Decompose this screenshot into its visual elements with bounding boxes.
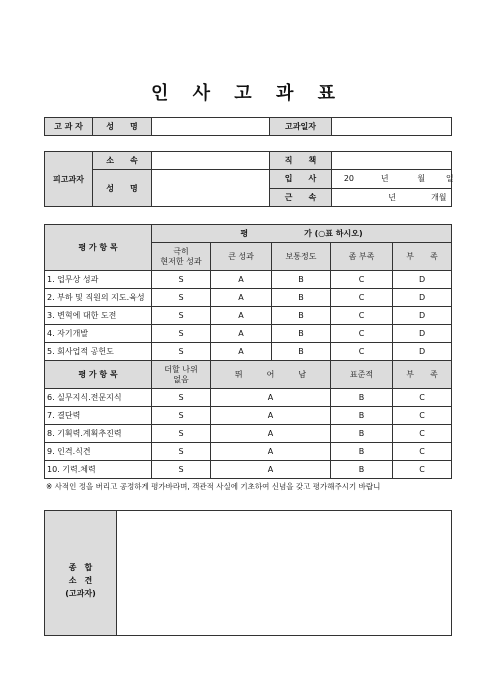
tenure-month-unit: 개월 — [431, 192, 447, 202]
grade-option[interactable]: B — [272, 343, 331, 361]
join-year-unit: 년 — [380, 174, 389, 184]
table-row — [45, 443, 452, 461]
eval-item-label: 9. 인격.식견 — [45, 443, 152, 461]
summary-table — [44, 510, 452, 636]
grade-option[interactable]: B — [331, 389, 393, 407]
instruction-note: ※ 사적인 정을 버리고 공정하게 평가바라며, 객관적 사실에 기초하여 신념을 갖고 평가해주시기 바랍니 — [46, 482, 381, 491]
grade-option[interactable]: D — [393, 307, 452, 325]
join-day-unit: 일 — [445, 174, 454, 184]
eval2-col-header: 부 족 — [393, 361, 452, 389]
eval2-col-header: 표준적 — [331, 361, 393, 389]
eval1-col-header: 좀 부족 — [331, 243, 393, 271]
grade-option[interactable]: B — [331, 425, 393, 443]
grade-option[interactable]: A — [211, 461, 331, 479]
table-row — [45, 389, 452, 407]
grade-option[interactable]: S — [152, 325, 211, 343]
eval-item-label: 5. 회사업적 공헌도 — [45, 343, 152, 361]
evaluation-date-label: 고과일자 — [270, 118, 332, 136]
eval-item-label: 10. 기력.체력 — [45, 461, 152, 479]
table-row — [45, 325, 452, 343]
grade-option[interactable]: A — [211, 271, 272, 289]
eval-item-label: 8. 기획력.계획추진력 — [45, 425, 152, 443]
grade-option[interactable]: C — [393, 425, 452, 443]
grade-option[interactable]: S — [152, 443, 211, 461]
eval-item-label: 4. 자기개발 — [45, 325, 152, 343]
grade-option[interactable]: C — [393, 389, 452, 407]
evaluatee-name-field[interactable] — [152, 170, 270, 207]
eval2-col-header: 뛰 어 남 — [211, 361, 331, 389]
grade-option[interactable]: A — [211, 443, 331, 461]
eval1-col-header: 부 족 — [393, 243, 452, 271]
grade-option[interactable]: S — [152, 407, 211, 425]
tenure-year-unit: 년 — [388, 192, 396, 202]
eval1-item-header: 평 가 항 목 — [45, 225, 152, 271]
grade-option[interactable]: D — [393, 271, 452, 289]
eval-item-label: 1. 업무상 성과 — [45, 271, 152, 289]
evaluator-table — [44, 117, 452, 136]
grade-option[interactable]: S — [152, 307, 211, 325]
summary-label — [45, 511, 117, 636]
grade-option[interactable]: S — [152, 289, 211, 307]
grade-option[interactable]: A — [211, 289, 272, 307]
grade-option[interactable]: C — [393, 407, 452, 425]
grade-option[interactable]: D — [393, 343, 452, 361]
evaluation-table — [44, 224, 452, 479]
grade-option[interactable]: S — [152, 271, 211, 289]
evaluator-name-field[interactable] — [152, 118, 270, 136]
table-row — [45, 289, 452, 307]
department-field[interactable] — [152, 152, 270, 170]
table-row — [45, 343, 452, 361]
eval2-item-header: 평 가 항 목 — [45, 361, 152, 389]
grade-option[interactable]: D — [393, 289, 452, 307]
grade-option[interactable]: A — [211, 389, 331, 407]
grade-option[interactable]: C — [393, 443, 452, 461]
grade-option[interactable]: C — [393, 461, 452, 479]
eval-item-label: 2. 부하 및 직원의 지도.육성 — [45, 289, 152, 307]
summary-label-line3: (고과자) — [65, 588, 96, 598]
tenure-label: 근 속 — [270, 188, 332, 207]
department-label: 소 속 — [93, 152, 152, 170]
grade-option[interactable]: C — [331, 271, 393, 289]
eval1-col-header: 큰 성과 — [211, 243, 272, 271]
eval-item-label: 7. 결단력 — [45, 407, 152, 425]
grade-option[interactable]: A — [211, 325, 272, 343]
grade-option[interactable]: C — [331, 343, 393, 361]
table-row — [45, 425, 452, 443]
eval-item-label: 3. 변혁에 대한 도전 — [45, 307, 152, 325]
grade-option[interactable]: B — [272, 289, 331, 307]
grade-option[interactable]: B — [272, 325, 331, 343]
grade-option[interactable]: A — [211, 425, 331, 443]
summary-content-field[interactable] — [117, 511, 452, 636]
table-row — [45, 307, 452, 325]
summary-label-line1: 종 합 — [68, 562, 93, 572]
evaluatee-table — [44, 151, 452, 207]
grade-option[interactable]: D — [393, 325, 452, 343]
grade-option[interactable]: C — [331, 307, 393, 325]
grade-option[interactable]: B — [331, 407, 393, 425]
grade-option[interactable]: S — [152, 343, 211, 361]
eval2-col-header: 더할 나위 없음 — [152, 361, 211, 389]
grade-option[interactable]: S — [152, 461, 211, 479]
evaluatee-section-label: 피고과자 — [45, 152, 93, 207]
evaluation-date-field[interactable] — [332, 118, 452, 136]
evaluator-label: 고 과 자 — [45, 118, 93, 136]
table-row — [45, 461, 452, 479]
grade-option[interactable]: C — [331, 325, 393, 343]
eval1-col-header: 극히 현저한 성과 — [152, 243, 211, 271]
grade-option[interactable]: B — [272, 271, 331, 289]
grade-option[interactable]: C — [331, 289, 393, 307]
position-field[interactable] — [332, 152, 452, 170]
position-label: 직 책 — [270, 152, 332, 170]
grade-option[interactable]: S — [152, 425, 211, 443]
tenure-field[interactable] — [332, 188, 452, 207]
grade-option[interactable]: B — [272, 307, 331, 325]
grade-option[interactable]: A — [211, 407, 331, 425]
join-month-unit: 월 — [417, 174, 426, 184]
evaluator-name-label: 성 명 — [93, 118, 152, 136]
eval1-grade-header: 평 가 (○표 하시오) — [152, 225, 452, 243]
grade-option[interactable]: B — [331, 443, 393, 461]
join-year-prefix: 20 — [343, 174, 354, 184]
grade-option[interactable]: A — [211, 343, 272, 361]
table-row — [45, 271, 452, 289]
eval1-col-header: 보통정도 — [272, 243, 331, 271]
grade-option[interactable]: A — [211, 307, 272, 325]
table-row — [45, 407, 452, 425]
join-date-field[interactable] — [332, 170, 452, 189]
page-title: 인 사 고 과 표 — [150, 83, 344, 104]
grade-option[interactable]: S — [152, 389, 211, 407]
grade-option[interactable]: B — [331, 461, 393, 479]
evaluatee-name-label: 성 명 — [93, 170, 152, 207]
join-date-label: 입 사 — [270, 170, 332, 189]
summary-label-line2: 소 견 — [68, 575, 93, 585]
eval-item-label: 6. 실무지식.전문지식 — [45, 389, 152, 407]
